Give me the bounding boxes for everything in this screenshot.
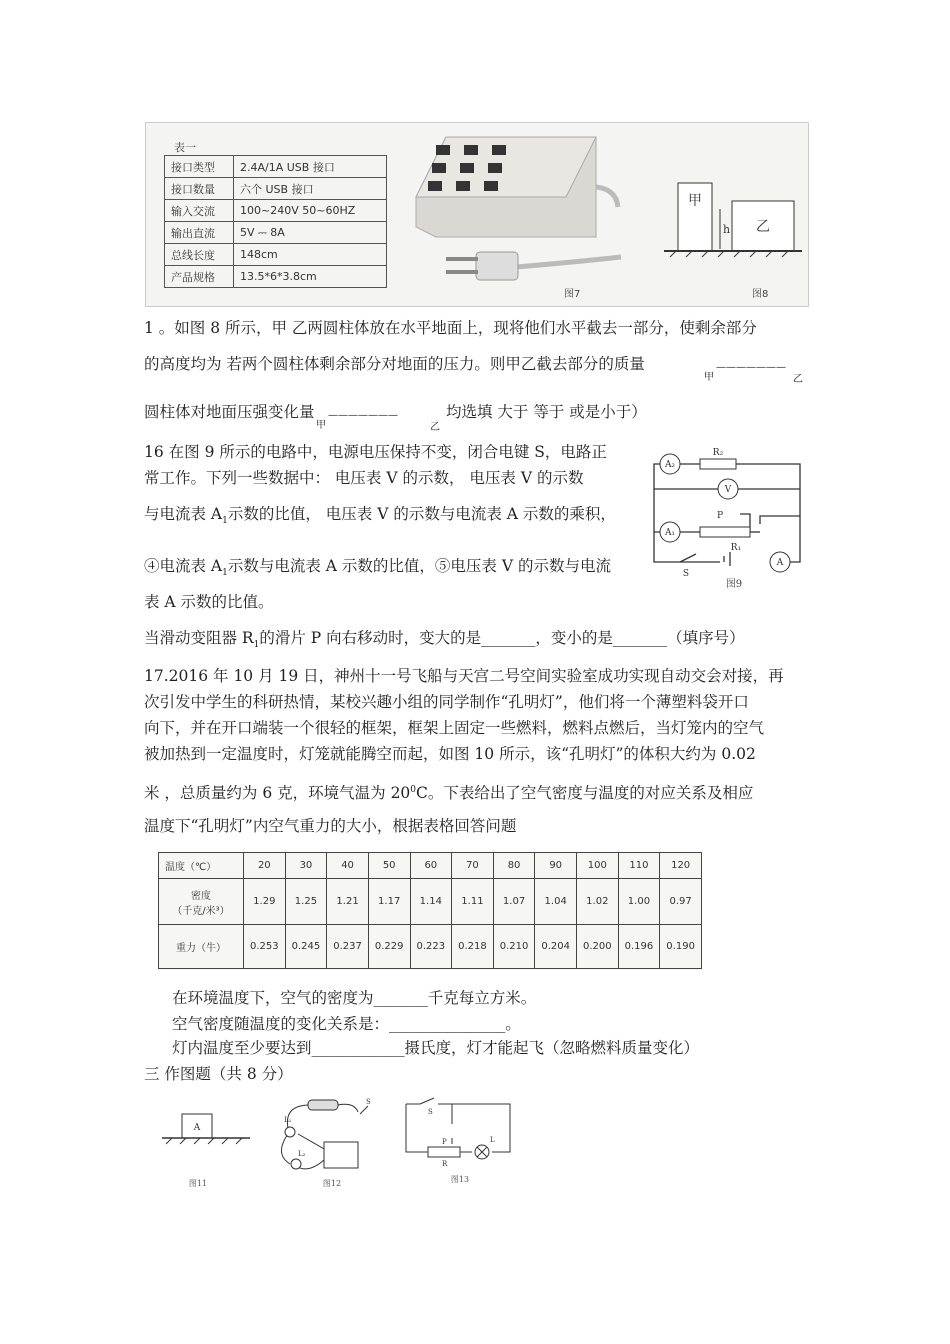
gravity-cell: 0.223 [410, 925, 452, 969]
density-cell: 1.25 [285, 879, 327, 925]
meter [324, 1142, 358, 1168]
q17-line5: 米 ，总质量约为 6 克，环境气温为 $20^0C$。下表给出了空气密度与温度的对应关系及相应 [144, 784, 754, 803]
density-cell: 1.17 [368, 879, 410, 925]
spec-row [165, 178, 387, 200]
spec-key: 接口类型 [165, 156, 234, 178]
fig13-caption: 图13 [450, 1175, 470, 1184]
block-figure-11 [150, 1100, 260, 1190]
density-cell: 1.29 [244, 879, 286, 925]
spec-value: 148cm [234, 244, 387, 266]
q16-line4: ④电流表 $A_1$示数与电流表 A 示数的比值，⑤电压表 V 的示数与电流 [144, 557, 611, 578]
fig8-label-h: h [723, 223, 731, 236]
density-cell: 1.04 [535, 879, 577, 925]
q15-line2-blank: ——————— [716, 362, 786, 373]
fig9-caption: 图9 [725, 579, 743, 590]
q16-line1: 16 在图 9 所示的电路中，电源电压保持不变，闭合电键 S，电路正 [144, 443, 607, 461]
density-cell: 1.11 [452, 879, 494, 925]
rheostat-r [428, 1147, 460, 1157]
gravity-cell: 0.210 [493, 925, 535, 969]
spec-row [165, 222, 387, 244]
q17-line3: 向下，并在开口端装一个很轻的框架，框架上固定一些燃料，燃料点燃后，当灯笼内的空气 [144, 719, 765, 737]
spec-value: 5V ⎓ 8A [234, 222, 387, 244]
q15-line3-yi: 乙 [430, 422, 440, 433]
gravity-cell: 0.229 [368, 925, 410, 969]
q16-line2: 常工作。下列一些数据中： 电压表 V 的示数， 电压表 V 的示数 [144, 469, 584, 487]
spec-row [165, 266, 387, 288]
spec-key: 输入交流 [165, 200, 234, 222]
temp-cell: 110 [618, 853, 660, 879]
temp-cell: 70 [452, 853, 494, 879]
gravity-cell: 0.204 [535, 925, 577, 969]
fig12-label-s: S [366, 1098, 371, 1106]
q17-line2: 次引发中学生的科研热情，某校兴趣小组的同学制作“孔明灯”，他们将一个薄塑料袋开口 [144, 693, 749, 711]
gravity-cell: 0.237 [327, 925, 369, 969]
gravity-cell: 0.245 [285, 925, 327, 969]
density-cell: 0.97 [660, 879, 702, 925]
temp-cell: 40 [327, 853, 369, 879]
usb-ports [428, 145, 506, 191]
spec-value: 100~240V 50~60HZ [234, 200, 387, 222]
fig9-label-a1: A₁ [664, 528, 676, 538]
temp-cell: 100 [577, 853, 619, 879]
q17-line4: 被加热到一定温度时，灯笼就能腾空而起，如图 10 所示，该“孔明灯”的体积大约为 0.02 [144, 745, 756, 763]
density-header: 密度 （千克/米³） [159, 879, 244, 925]
gravity-cell: 0.218 [452, 925, 494, 969]
q17-sub2: 空气密度随温度的变化关系是：_______________。 [172, 1015, 521, 1033]
usb-charger-figure [406, 127, 626, 302]
q16-line5: 表 A 示数的比值。 [144, 593, 274, 611]
battery [308, 1100, 338, 1110]
fig9-label-a2: A₂ [664, 460, 676, 470]
fig12-caption: 图12 [322, 1179, 342, 1188]
plug-cable [516, 257, 621, 267]
spec-value: 13.5*6*3.8cm [234, 266, 387, 288]
density-cell: 1.00 [618, 879, 660, 925]
gravity-cell: 0.200 [577, 925, 619, 969]
density-cell: 1.14 [410, 879, 452, 925]
circuit-figure-9 [640, 444, 810, 594]
fig8-caption: 图8 [752, 289, 769, 300]
q16-line6: 当滑动变阻器 $R_1$的滑片 P 向右移动时，变大的是_______，变小的是_______（填序号） [144, 629, 745, 650]
spec-value: 六个 USB 接口 [234, 178, 387, 200]
temp-cell: 30 [285, 853, 327, 879]
fig13-label-r: R [442, 1160, 448, 1168]
temp-cell: 90 [535, 853, 577, 879]
spec-row [165, 200, 387, 222]
q15-line3a: 圆柱体对地面压强变化量 [144, 403, 315, 421]
cylinders-figure [656, 173, 806, 263]
spec-key: 产品规格 [165, 266, 234, 288]
temp-cell: 20 [244, 853, 286, 879]
circuit-figure-12 [268, 1094, 388, 1192]
fig9-label-a: A [776, 558, 784, 568]
resistor-r2 [700, 459, 736, 469]
section3-title: 三 作图题（共 8 分） [144, 1065, 293, 1083]
density-cell: 1.02 [577, 879, 619, 925]
spec-row [165, 244, 387, 266]
spec-key: 输出直流 [165, 222, 234, 244]
fig8-label-jia: 甲 [688, 193, 702, 209]
fig9-label-r1: R₁ [730, 543, 742, 553]
plug-head [476, 252, 518, 280]
fig11-caption: 图11 [188, 1179, 208, 1188]
figure-top [145, 122, 809, 307]
circuit-figure-13 [398, 1094, 526, 1192]
fig12-label-l1: L₁ [284, 1116, 292, 1124]
q15-line2-jia: 甲 [704, 372, 714, 383]
fig9-label-r2: R₂ [712, 448, 724, 458]
q17-sub1: 在环境温度下，空气的密度为_______千克每立方米。 [172, 989, 537, 1007]
gravity-cell: 0.253 [244, 925, 286, 969]
q16-line3: 与电流表 $A_1$示数的比值， 电压表 V 的示数与电流表 A 示数的乘积， [144, 505, 616, 526]
gravity-header: 重力（牛） [159, 925, 244, 969]
spec-table [164, 155, 387, 288]
fig13-label-s: S [428, 1108, 433, 1116]
gravity-cell: 0.196 [618, 925, 660, 969]
bulb-l2 [291, 1159, 301, 1169]
fig13-label-p: P [442, 1138, 447, 1146]
rheostat-r1 [700, 527, 750, 537]
density-table [158, 852, 702, 969]
spec-table-title: 表一 [174, 141, 196, 154]
q15-line3b: 均选填 大于 等于 或是小于） [446, 403, 647, 421]
temp-cell: 120 [660, 853, 702, 879]
q15-line1: 1 。如图 8 所示，甲 乙两圆柱体放在水平地面上，现将他们水平截去一部分，使剩余部分 [144, 319, 757, 337]
fig11-block-label: A [193, 1123, 201, 1133]
density-table-wrap [158, 852, 702, 970]
fig9-label-v: V [724, 485, 732, 495]
q15-line3-jia: 甲 [316, 420, 326, 431]
fig9-label-s: S [682, 569, 690, 579]
q15-line3-blank: ——————— [328, 410, 398, 421]
temp-cell: 60 [410, 853, 452, 879]
q15-line2: 的高度均为 若两个圆柱体剩余部分对地面的压力。则甲乙截去部分的质量 [144, 355, 645, 373]
fig9-label-p: P [716, 511, 724, 521]
spec-row [165, 156, 387, 178]
fig12-label-l2: L₂ [298, 1150, 306, 1158]
spec-key: 接口数量 [165, 178, 234, 200]
fig7-caption: 图7 [564, 289, 581, 300]
q17-line1: 17.2016 年 10 月 19 日，神州十一号飞船与天宫二号空间实验室成功实现自动交会对接，再 [144, 667, 784, 685]
spec-value: 2.4A/1A USB 接口 [234, 156, 387, 178]
density-cell: 1.07 [493, 879, 535, 925]
q15-line2-yi: 乙 [793, 374, 803, 385]
bulb-l1 [285, 1127, 295, 1137]
fig8-label-yi: 乙 [756, 219, 770, 235]
density-cell: 1.21 [327, 879, 369, 925]
charger-cable [596, 187, 618, 207]
gravity-cell: 0.190 [660, 925, 702, 969]
fig13-label-l: L [490, 1136, 495, 1144]
spec-key: 总线长度 [165, 244, 234, 266]
q17-line6: 温度下“孔明灯”内空气重力的大小，根据表格回答问题 [144, 817, 517, 835]
temp-cell: 50 [368, 853, 410, 879]
temp-header: 温度（℃） [159, 853, 244, 879]
q17-sub3: 灯内温度至少要达到____________摄氏度，灯才能起飞（忽略燃料质量变化） [172, 1039, 700, 1057]
temp-cell: 80 [493, 853, 535, 879]
